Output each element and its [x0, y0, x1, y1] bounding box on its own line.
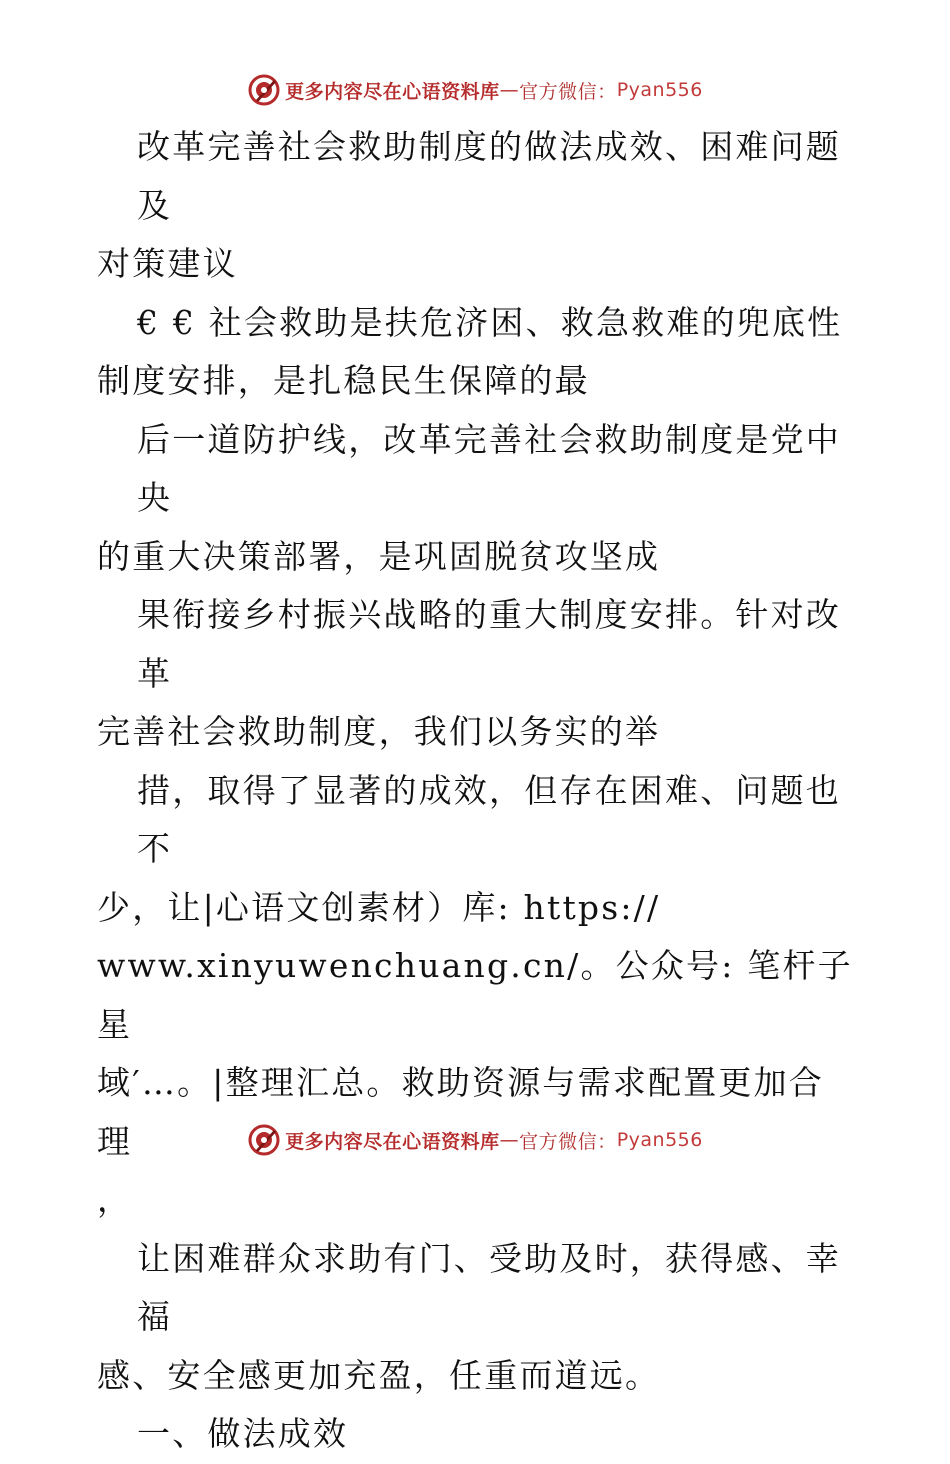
banner-separator: — [499, 1129, 520, 1151]
paragraph [97, 1230, 857, 1406]
header-watermark-banner [0, 70, 950, 110]
text-line: 后一道防护线，改革完善社会救助制度是党中央 [137, 419, 841, 517]
footer-watermark-banner [0, 1120, 950, 1160]
text-line: 制度安排，是扎稳民生保障的最 [97, 361, 590, 400]
document-body [97, 118, 857, 1464]
paragraph [97, 294, 857, 411]
paragraph [97, 586, 857, 762]
text-line: 的重大决策部署，是巩固脱贫攻坚成 [97, 536, 661, 576]
text-line: 对策建议 [97, 244, 238, 283]
wechat-id: Pyan556 [616, 79, 703, 101]
site-name: 更多内容尽在心语资料库 [285, 1130, 500, 1153]
text-line: 少，让|心语文创素材）库: https:// [97, 887, 661, 927]
paragraph [97, 411, 857, 587]
pen-nib-logo-icon [247, 73, 281, 107]
wechat-label: 官方微信： [519, 80, 617, 103]
section-heading [97, 1405, 857, 1464]
text-line: 完善社会救助制度，我们以务实的举 [97, 712, 661, 751]
pen-nib-logo-icon [247, 1123, 281, 1157]
site-name: 更多内容尽在心语资料库 [285, 80, 500, 103]
document-title [97, 118, 857, 294]
text-line: 果衔接乡村振兴战略的重大制度安排。针对改革 [137, 595, 841, 693]
text-line: 让困难群众求助有门、受助及时，获得感、幸福 [137, 1238, 841, 1336]
banner-separator: — [499, 79, 520, 101]
text-line: ， [97, 1180, 133, 1219]
wechat-label: 官方微信： [519, 1130, 617, 1153]
text-line: 域′…。|整理汇总。救助资源与需求配置更加合理 [97, 1063, 825, 1161]
text-line: 一、做法成效 [137, 1414, 349, 1453]
text-line: www.xinyuwenchuang.cn/。公众号: 笔杆子星 [97, 946, 853, 1044]
text-line: € € 社会救助是扶危济困、救急救难的兜底性 [137, 302, 843, 342]
text-line: 改革完善社会救助制度的做法成效、困难问题及 [137, 127, 841, 225]
text-line: 感、安全感更加充盈，任重而道远。 [97, 1355, 661, 1395]
wechat-id: Pyan556 [616, 1129, 703, 1151]
text-line: 措，取得了显著的成效，但存在困难、问题也不 [137, 770, 841, 868]
